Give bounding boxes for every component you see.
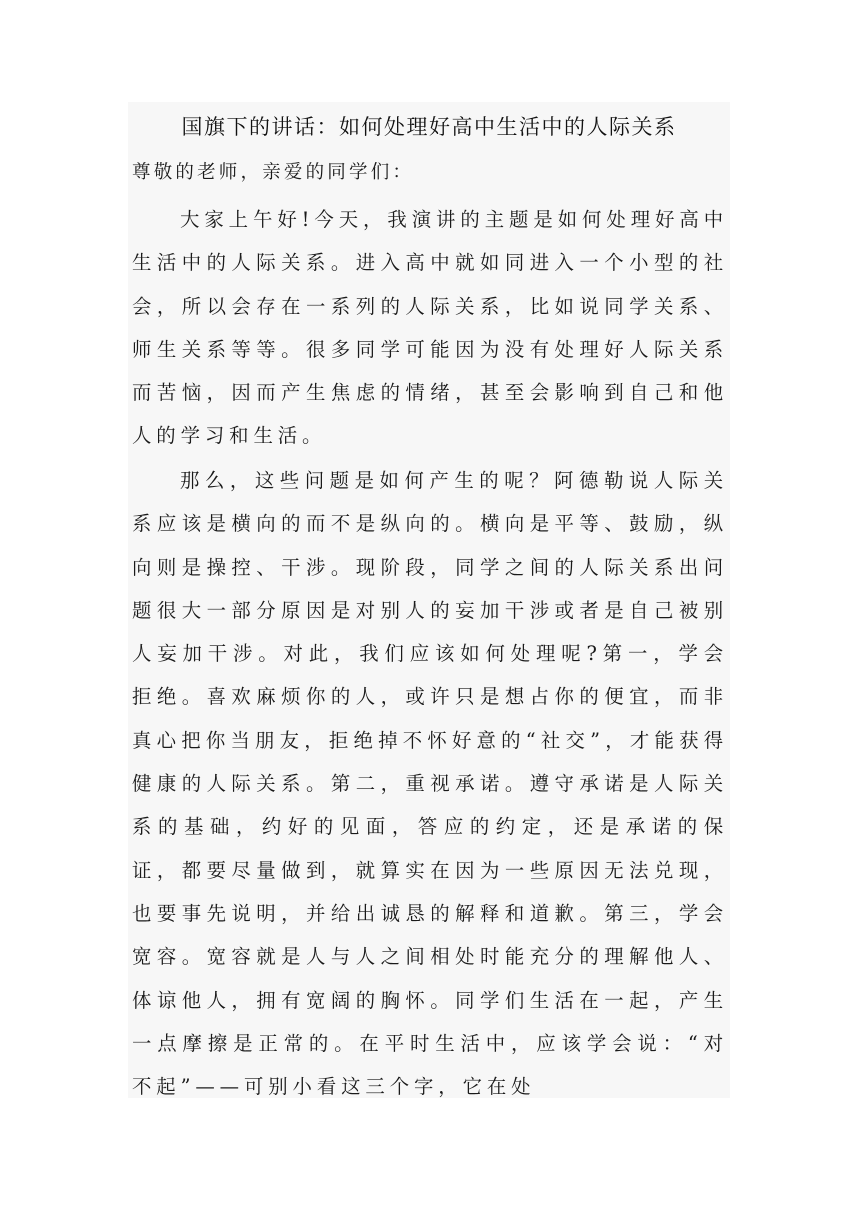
paragraph-2: 那么，这些问题是如何产生的呢？阿德勒说人际关系应该是横向的而不是纵向的。横向是平等、鼓励，纵向则是操控、干涉。现阶段，同学之间的人际关系出问题很大一部分原因是对别人的妄加干涉或者是自己被别人妄加干涉。对此，我们应该如何处理呢?第一，学会拒绝。喜欢麻烦你的人，或许只是想占你的便宜，而非真心把你当朋友，拒绝掉不怀好意的“社交”，才能获得健康的人际关系。第二，重视承诺。遵守承诺是人际关系的基础，约好的见面，答应的约定，还是承诺的保证，都要尽量做到，就算实在因为一些原因无法兑现，也要事先说明，并给出诚恳的解释和道歉。第三，学会宽容。宽容就是人与人之间相处时能充分的理解他人、体谅他人，拥有宽阔的胸怀。同学们生活在一起，产生一点摩擦是正常的。在平时生活中，应该学会说：“对不起”——可别小看这三个字，它在处 (132, 469, 728, 1099)
salutation: 尊敬的老师，亲爱的同学们： (132, 162, 415, 183)
document-body (128, 102, 730, 1098)
document-title: 国旗下的讲话：如何处理好高中生活中的人际关系 (181, 115, 677, 139)
paragraph-1: 大家上午好!今天，我演讲的主题是如何处理好高中生活中的人际关系。进入高中就如同进入一个小型的社会，所以会存在一系列的人际关系，比如说同学关系、师生关系等等。很多同学可能因为没有处理好人际关系而苦恼，因而产生焦虑的情绪，甚至会影响到自己和他人的学习和生活。 (132, 208, 728, 448)
